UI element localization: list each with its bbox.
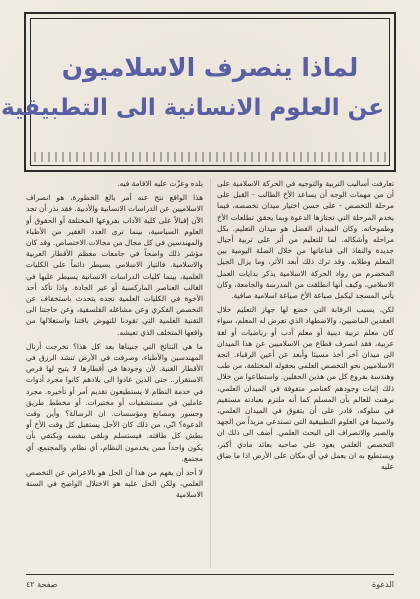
article-title xyxy=(0,52,384,124)
title-line-2: عن العلوم الانسانية الى التطبيقية xyxy=(0,95,384,121)
frame-ornament xyxy=(34,152,386,162)
left-column xyxy=(26,178,203,568)
title-line-1: لماذا ينصرف الاسلاميون xyxy=(61,53,359,82)
right-column xyxy=(217,178,394,568)
paragraph: تعارفت أساليب التربية والتوجيه في الحركة الاسلامية على أن من مهمات الوجه أن يساعد الأخ الطالب - القبل على مرحلة التخصص - على حسن اختيار ميدان تخصصه، فيما يخدم المرحلة التي تجتازها الدعوة وبما يحقق تطلعات الأخ وطموحاته. وكان الميدان الفضل هو ميدان التعليم. بكل مراحله وأشكاله. لما للتعليم من أثر على تربية أجيال جديدة والنفاذ الى قناعاتها من خلال الصلة اليومية بين المعلم وطلابه. وقد ترك ذلك أبعد الأثر، وما يزال الجيل المخضرم من رواد الحركة الاسلامية يذكر بدايات العمل الاسلامي، وكيف أنها انطلقت من المدرسة والجامعة، وكان يأتي المسجد ليكمل صياغة الأخ صياغة اسلامية صافية. xyxy=(217,179,394,301)
paragraph: هذا الواقع نتج عنه أمر بالغ الخطورة، هو انصراف الاسلاميين عن الدراسات الانسانية والأدبية. فقد نذر أن تجد الآن إقبالاً على كلية الآداب بفروعها المختلفة أو الحقوق أو العلوم السياسية، بينما ترى العدد الغفير من الأطباء والمهندسين في كل مجال من مجالات الاختصاص. وقد كان مؤشر ذلك واضحاً في جامعات معظم الأقطار العربية والاسلامية. فالتيار الاسلامي يسيطر دائماً على الكليات العلمية، بينما كليات الدراسات الانسانية يسيطر عليها في الغالب العناصر الماركسية أو غير الجادة. واذا تأكد أحد الأخوة في الكليات العلمية تجده يتحدث باستخفاف عن التخصص الفكري وعن مشاغله الفلسفية، وعن حاجتنا الى التقنية العلمية التي تقودنا للنهوض باقتنا واستغلالها من واقعها المتخلف الذي تعيشه. xyxy=(26,193,203,337)
article-body xyxy=(26,178,394,568)
paragraph: لا أحد أن يفهم من هذا أن الحل هو بالاعراض عن التخصص العلمي، ولكن الحل عليه هو الاختلال الواضح في السنة الاسلامية xyxy=(26,468,203,500)
paragraph: بلده وعزّت عليه الاقامة فيه. xyxy=(117,179,203,188)
magazine-name: الدعوة xyxy=(372,579,394,589)
page-footer xyxy=(26,577,394,591)
footer-rule xyxy=(26,574,394,575)
paragraph: ما هي النتائج التي جنيناها بعد كل هذا؟ تخرجت أرتال المهندسين والأطباء، وصرفت في الأرض تنشد الرزق في الأقطار الغنية. لأن وجودها في أقطارها لا يتيح لها فرص الاستقرار.. حتى الذين عادوا الى بلادهم كانوا مجرد أدوات في خدمة النظام لا يستطيعون تقديم أمر أو تأخيره. مجرد عاملين في مستشفيات أو مختبرات. أو مخطط طريق وجسور ومصانع ومؤسسات. ان الرسالة؟ وأين وقت الدعوة؟ انّي، من ذلك كان الأجل يستقبل كل وقت الأخ أو بطش كل طاقته. فيستسلم وبلقى بنفسه ويكتفي بأن يكون واحداً ممن يخدمون النظام، أي نظام، والمجتمع، أي مجتمع. xyxy=(26,341,203,463)
page-number: صفحة ٤٢ xyxy=(26,579,58,589)
column-divider xyxy=(210,178,211,568)
paragraph: لكن، بسبب الرقابة التي خضع لها جهاز التعليم خلال العقدين الماضيين، والاضطهاد الذي تعرض له المعلم، سواء كان معلم تربية دينية أو معلم أدب أو رياضيات أو لغة عربية، فقد انصرف قطاع من الاسلاميين عن هذا الميدان الى ميدان آخر أخذ مسيئا وأبعد عن أعين الرقباء. اتجه الاسلاميين نحو التخصص العلمي بحقوله المختلفة، من طب وهندسة بفروع كل من هذين الحقلين. واستطاعوا من خلال ذلك إثبات وجودهم كعناصر متفوقة في الميدان العلمي، برهنت للعالم بأن المسلم كما أنه ملتزم بعبادته مستقيم في سلوكه، قادر على أن يتفوق في الميدان العلمي، ولاسيما في العلوم التطبيقية التي تستدعي مزيداً من الجهد والصبر والانصراف الى البحث العلمي. أضف الى ذلك ان التخصص العلمي يعود على صاحبه بعائد مادي أكبر، ويستطيع به ان يعمل في أي مكان على الأرض اذا ما ضاق عليه xyxy=(217,305,394,472)
